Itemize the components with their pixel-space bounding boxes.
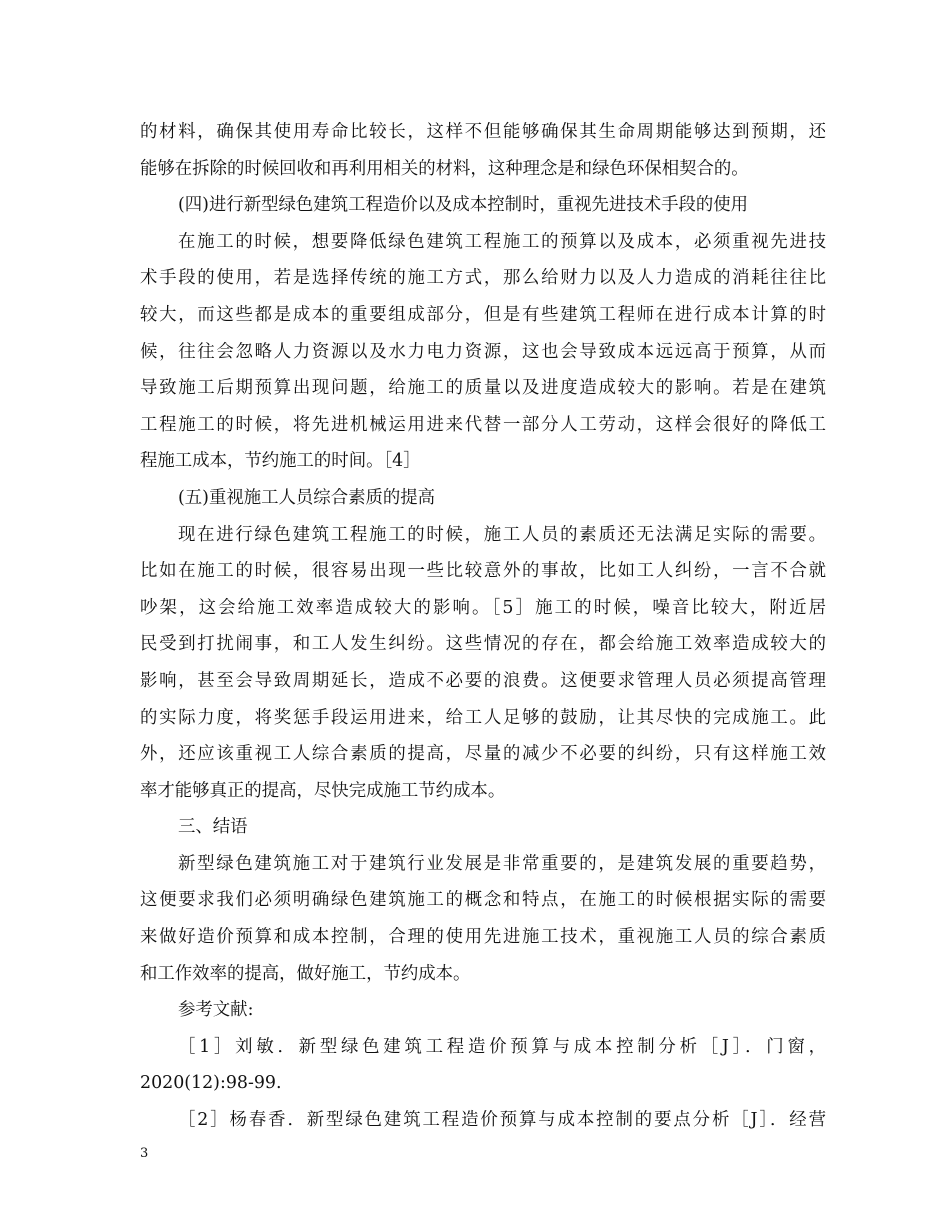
- text-line: 现在进行绿色建筑工程施工的时候，施工人员的素质还无法满足实际的需要。: [178, 524, 826, 545]
- text-line: 和工作效率的提高，做好施工，节约成本。: [140, 963, 471, 984]
- section-heading: (四)进行新型绿色建筑工程造价以及成本控制时，重视先进技术手段的使用: [178, 195, 749, 216]
- section-heading: 三、结语: [178, 817, 248, 838]
- text-line: 来做好造价预算和成本控制，合理的使用先进施工技术，重视施工人员的综合素质: [140, 927, 826, 948]
- body-text: [140, 114, 826, 1139]
- text-line: 的材料，确保其使用寿命比较长，这样不但能够确保其生命周期能够达到预期，还: [140, 122, 826, 142]
- text-line: 比如在施工的时候，很容易出现一些比较意外的事故，比如工人纠纷，一言不合就: [140, 561, 826, 582]
- text-line: 外，还应该重视工人综合素质的提高，尽量的减少不必要的纠纷，只有这样施工效: [140, 744, 826, 765]
- text-line: 较大，而这些都是成本的重要组成部分，但是有些建筑工程师在进行成本计算的时: [140, 304, 826, 325]
- text-line: 这便要求我们必须明确绿色建筑施工的概念和特点，在施工的时候根据实际的需要: [140, 890, 826, 911]
- text-line: 影响，甚至会导致周期延长，造成不必要的浪费。这便要求管理人员必须提高管理: [140, 670, 826, 691]
- reference-entry: 2020(12):98-99.: [140, 1073, 282, 1094]
- page-number: 3: [140, 1146, 149, 1161]
- text-line: 候，往往会忽略人力资源以及水力电力资源，这也会导致成本远远高于预算，从而: [140, 341, 826, 362]
- section-heading: (五)重视施工人员综合素质的提高: [178, 487, 436, 508]
- text-line: 民受到打扰闹事，和工人发生纠纷。这些情况的存在，都会给施工效率造成较大的: [140, 634, 826, 655]
- text-line: 新型绿色建筑施工对于建筑行业发展是非常重要的，是建筑发展的重要趋势，: [178, 853, 826, 874]
- reference-entry: ［2］杨春香．新型绿色建筑工程造价预算与成本控制的要点分析［J］．经营: [178, 1110, 826, 1131]
- text-line: 术手段的使用，若是选择传统的施工方式，那么给财力以及人力造成的消耗往往比: [140, 268, 826, 289]
- text-line: 程施工成本，节约施工的时间。［4］: [140, 451, 421, 472]
- text-line: 率才能够真正的提高，尽快完成施工节约成本。: [140, 780, 506, 801]
- reference-entry: ［1］刘敏．新型绿色建筑工程造价预算与成本控制分析［J］．门窗，: [178, 1036, 826, 1057]
- text-line: 的实际力度，将奖惩手段运用进来，给工人足够的鼓励，让其尽快的完成施工。此: [140, 707, 826, 728]
- references-heading: 参考文献:: [178, 1000, 254, 1021]
- text-line: 吵架，这会给施工效率造成较大的影响。［5］施工的时候，噪音比较大，附近居: [140, 597, 826, 618]
- text-line: 导致施工后期预算出现问题，给施工的质量以及进度造成较大的影响。若是在建筑: [140, 378, 826, 399]
- text-line: 工程施工的时候，将先进机械运用进来代替一部分人工劳动，这样会很好的降低工: [140, 414, 826, 435]
- text-line: 在施工的时候，想要降低绿色建筑工程施工的预算以及成本，必须重视先进技: [178, 231, 826, 252]
- text-line: 能够在拆除的时候回收和再利用相关的材料，这种理念是和绿色环保相契合的。: [140, 158, 749, 179]
